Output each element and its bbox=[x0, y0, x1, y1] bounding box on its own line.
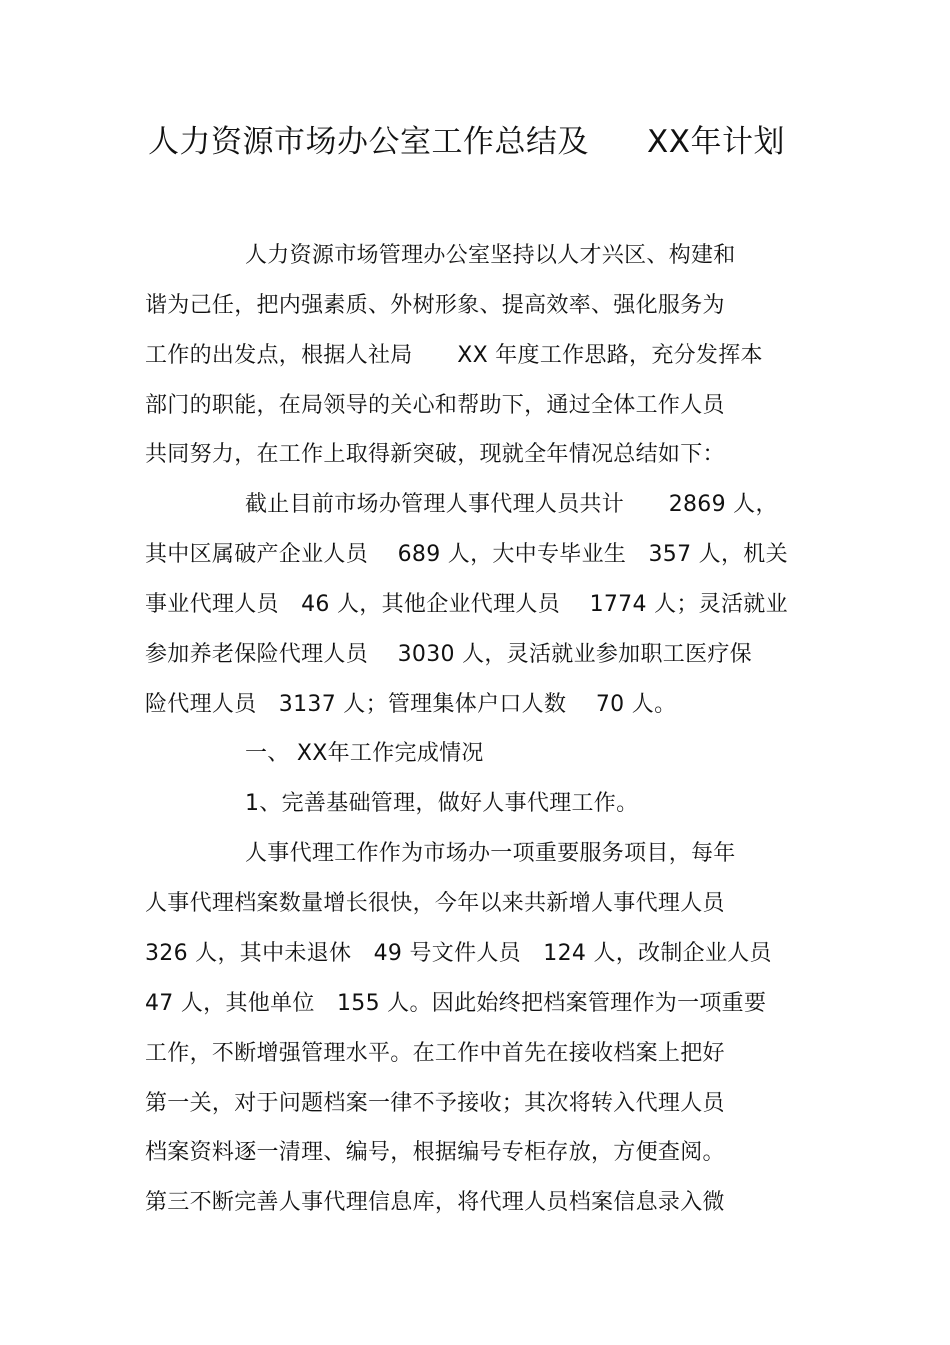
paragraph-line: 截止目前市场办管理人事代理人员共计 2869 人， bbox=[245, 492, 778, 517]
title-year-plan: XX年计划 bbox=[647, 124, 785, 160]
paragraph-line: 共同努力，在工作上取得新突破，现就全年情况总结如下： bbox=[145, 442, 725, 467]
paragraph-line: 第一关，对于问题档案一律不予接收；其次将转入代理人员 bbox=[145, 1091, 725, 1116]
document-title bbox=[148, 118, 785, 166]
section-heading: 一、 XX年工作完成情况 bbox=[245, 741, 484, 766]
paragraph-line: 人事代理档案数量增长很快，今年以来共新增人事代理人员 bbox=[145, 891, 725, 916]
paragraph-line: 事业代理人员 46 人，其他企业代理人员 1774 人；灵活就业 bbox=[145, 592, 788, 617]
paragraph-line: 险代理人员 3137 人；管理集体户口人数 70 人。 bbox=[145, 692, 677, 717]
paragraph-line: 工作，不断增强管理水平。在工作中首先在接收档案上把好 bbox=[145, 1041, 725, 1066]
paragraph-line: 47 人，其他单位 155 人。因此始终把档案管理作为一项重要 bbox=[145, 991, 767, 1016]
paragraph-line: 人力资源市场管理办公室坚持以人才兴区、构建和 bbox=[245, 243, 736, 268]
paragraph-line: 部门的职能，在局领导的关心和帮助下，通过全体工作人员 bbox=[145, 393, 725, 418]
title-main: 人力资源市场办公室工作总结及 bbox=[148, 124, 589, 160]
paragraph-line: 工作的出发点，根据人社局 XX 年度工作思路，充分发挥本 bbox=[145, 343, 763, 368]
paragraph-line: 人事代理工作作为市场办一项重要服务项目，每年 bbox=[245, 841, 736, 866]
paragraph-line: 326 人，其中未退休 49 号文件人员 124 人，改制企业人员 bbox=[145, 941, 772, 966]
paragraph-line: 其中区属破产企业人员 689 人，大中专毕业生 357 人，机关 bbox=[145, 542, 788, 567]
paragraph-line: 档案资料逐一清理、编号，根据编号专柜存放，方便查阅。 bbox=[145, 1140, 725, 1165]
paragraph-line: 参加养老保险代理人员 3030 人，灵活就业参加职工医疗保 bbox=[145, 642, 752, 667]
subsection-heading: 1、完善基础管理，做好人事代理工作。 bbox=[245, 791, 639, 816]
paragraph-line: 谐为己任，把内强素质、外树形象、提高效率、强化服务为 bbox=[145, 293, 725, 318]
paragraph-line: 第三不断完善人事代理信息库，将代理人员档案信息录入微 bbox=[145, 1190, 725, 1215]
